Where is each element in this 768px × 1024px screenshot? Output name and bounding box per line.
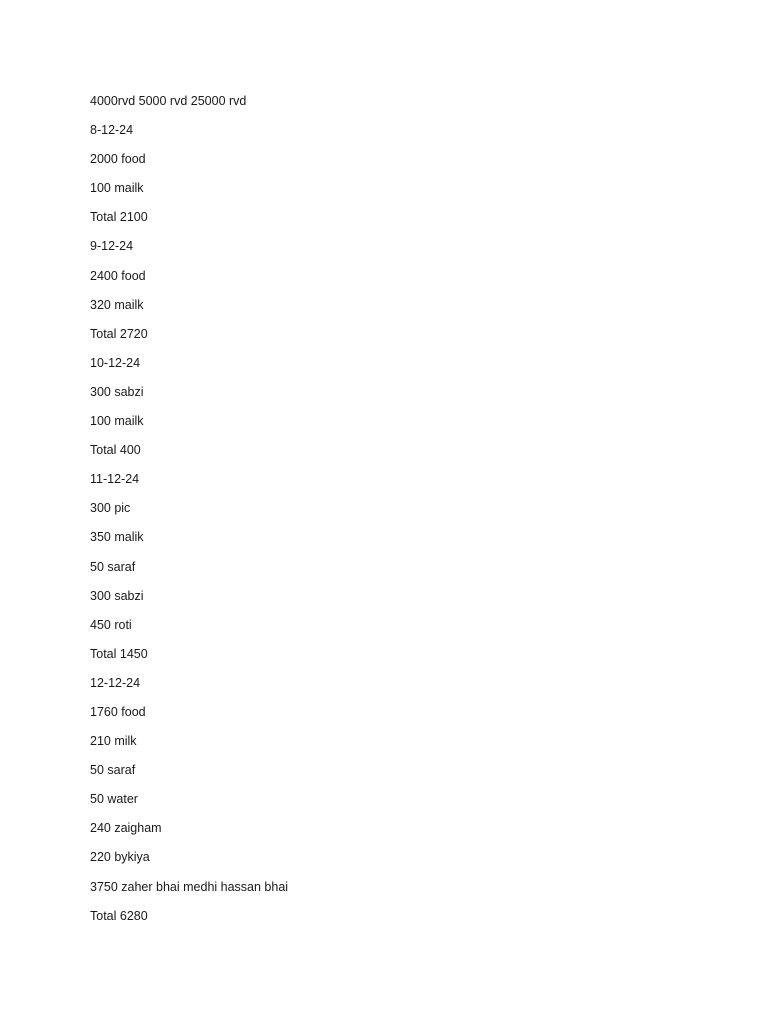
total-line: Total 2100 xyxy=(90,210,148,225)
expense-line: 2400 food xyxy=(90,268,146,283)
header-line: 4000rvd 5000 rvd 25000 rvd xyxy=(90,94,247,108)
date-line: 12-12-24 xyxy=(90,675,141,690)
total-line: Total 400 xyxy=(90,443,141,458)
date-line: 10-12-24 xyxy=(90,355,141,370)
expense-line: 100 mailk xyxy=(90,414,144,429)
expense-line: 300 pic xyxy=(90,501,131,516)
expense-line: 220 bykiya xyxy=(90,850,150,865)
expense-line: 300 sabzi xyxy=(90,384,144,399)
expense-line: 50 saraf xyxy=(90,763,136,778)
date-line: 8-12-24 xyxy=(90,123,134,138)
total-line: Total 2720 xyxy=(90,326,148,341)
expense-line: 450 roti xyxy=(90,617,132,632)
document-body xyxy=(90,94,288,938)
expense-line: 320 mailk xyxy=(90,297,144,312)
expense-line: 300 sabzi xyxy=(90,588,144,603)
expense-line: 240 zaigham xyxy=(90,821,162,836)
total-line: Total 6280 xyxy=(90,908,148,923)
expense-line: 50 saraf xyxy=(90,559,136,574)
expense-line: 50 water xyxy=(90,792,138,807)
expense-line: 3750 zaher bhai medhi hassan bhai xyxy=(90,879,289,894)
date-line: 9-12-24 xyxy=(90,239,134,254)
expense-line: 100 mailk xyxy=(90,181,144,196)
expense-line: 2000 food xyxy=(90,152,146,167)
total-line: Total 1450 xyxy=(90,646,148,661)
expense-line: 350 malik xyxy=(90,530,144,545)
expense-line: 210 milk xyxy=(90,734,137,749)
expense-line: 1760 food xyxy=(90,704,146,719)
date-line: 11-12-24 xyxy=(90,472,140,487)
